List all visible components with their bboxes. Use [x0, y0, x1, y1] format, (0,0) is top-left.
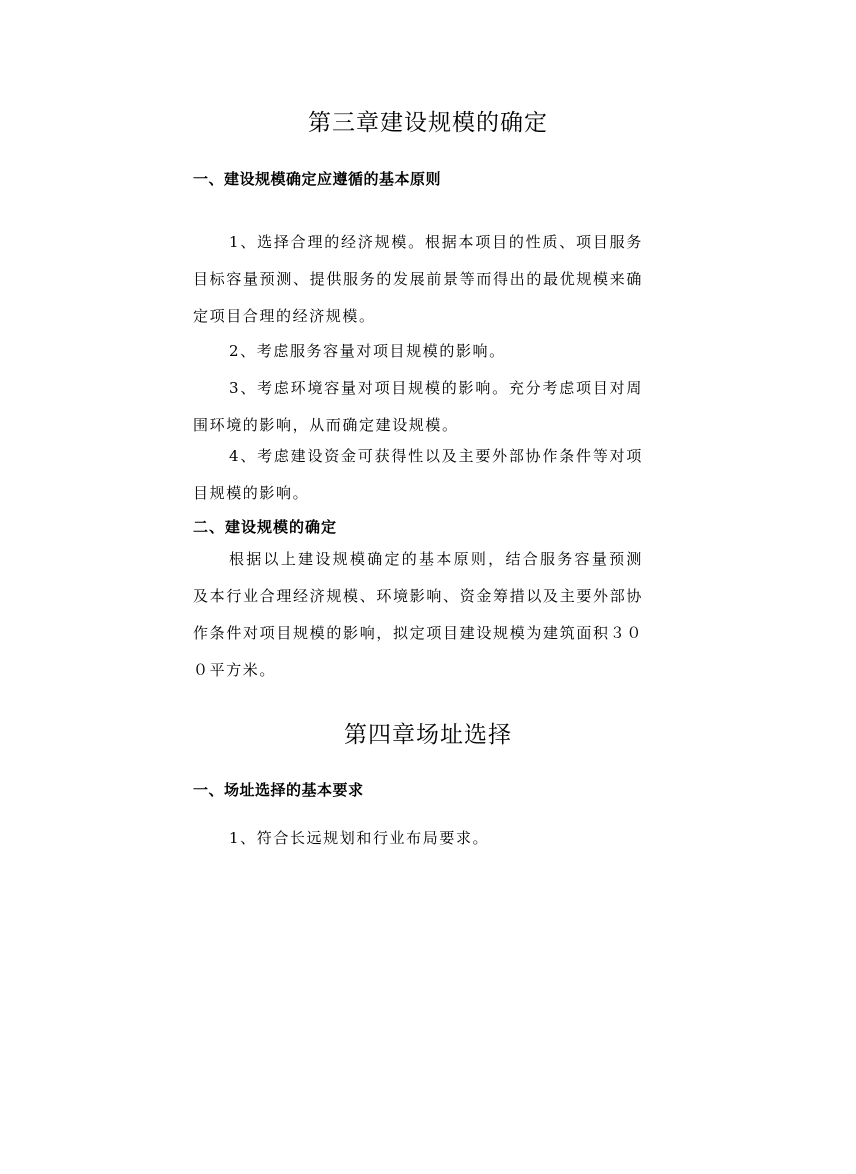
chapter-3-item-2: 2、考虑服务容量对项目规模的影响。 — [229, 342, 506, 360]
chapter-3-section-2-heading: 二、建设规模的确定 — [193, 518, 338, 536]
chapter-3-section-1-heading: 一、建设规模确定应遵循的基本原则 — [193, 170, 442, 188]
chapter-3-section-2-paragraph: 根据以上建设规模确定的基本原则，结合服务容量预测及本行业合理经济规模、环境影响、资金筹措以及主要外部协作条件对项目规模的影响，拟定项目建设规模为建筑面积３００平方米。 — [193, 550, 643, 679]
chapter-4-section-1-heading: 一、场址选择的基本要求 — [193, 781, 364, 799]
chapter-3-title: 第三章建设规模的确定 — [308, 110, 548, 136]
chapter-3-item-1: 1、选择合理的经济规模。根据本项目的性质、项目服务目标容量预测、提供服务的发展前景等而得出的最优规模来确定项目合理的经济规模。 — [193, 233, 643, 325]
chapter-3-item-4: 4、考虑建设资金可获得性以及主要外部协作条件等对项目规模的影响。 — [193, 447, 643, 502]
chapter-3-item-3: 3、考虑环境容量对项目规模的影响。充分考虑项目对周围环境的影响，从而确定建设规模。 — [193, 379, 643, 434]
chapter-4-title: 第四章场址选择 — [344, 722, 512, 748]
chapter-4-item-1: 1、符合长远规划和行业布局要求。 — [229, 829, 490, 847]
